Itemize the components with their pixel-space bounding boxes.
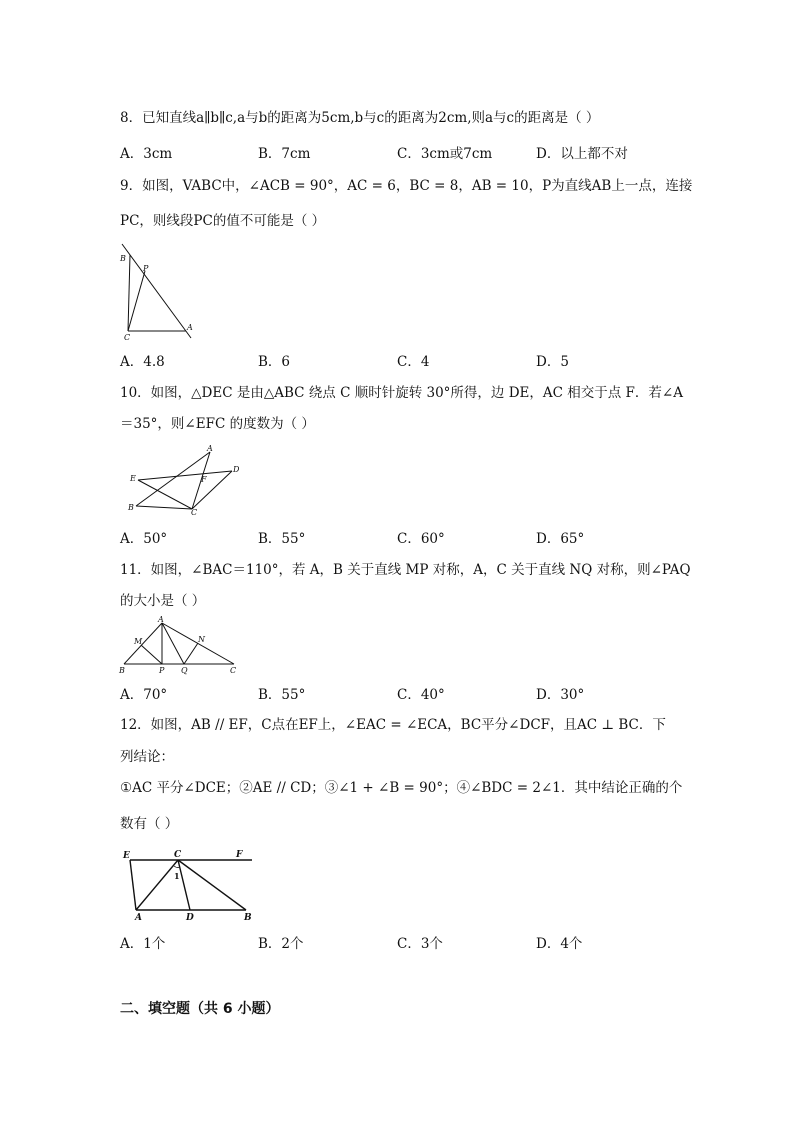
q11-option-b: B．55° [258,687,306,703]
q10-label-a: A [207,444,213,453]
q9-label-a: A [187,323,193,332]
q10-option-b: B．55° [258,531,306,547]
q12-option-a: A．1个 [120,936,166,952]
q8-option-d: D．以上都不对 [536,146,628,162]
q12-option-c: C．3个 [397,936,443,952]
q11-label-a: A [158,615,164,624]
q12-stem-line3: ①AC 平分∠DCE；②AE // CD；③∠1 + ∠B = 90°；④∠BDC = 2∠1．其中结论正确的个 [120,780,683,796]
q12-label-d: D [186,913,194,923]
q10-figure [118,444,246,516]
q8-option-b: B．7cm [258,146,311,162]
q10-option-d: D．65° [536,531,585,547]
q11-stem-line1: 11．如图，∠BAC＝110°，若 A，B 关于直线 MP 对称，A，C 关于直线 NQ 对称，则∠PAQ [120,562,691,578]
q11-stem-line2: 的大小是（ ） [120,593,206,609]
q12-option-d: D．4个 [536,936,583,952]
q11-label-n: N [198,635,205,644]
section-heading-fill-in: 二、填空题（共 6 小题） [120,1001,280,1017]
q11-figure [116,615,242,677]
q12-stem-line1: 12．如图，AB // EF，C点在EF上，∠EAC = ∠ECA，BC平分∠DCF，且AC ⊥ BC．下 [120,717,666,733]
q10-stem-line1: 10．如图，△DEC 是由△ABC 绕点 C 顺时针旋转 30°所得，边 DE，AC 相交于点 F．若∠A [120,385,683,401]
q10-option-c: C．60° [397,531,445,547]
q8-stem: 8．已知直线a∥b∥c,a与b的距离为5cm,b与c的距离为2cm,则a与c的距离是（ ） [120,110,600,126]
q12-label-e: E [123,851,130,861]
q9-option-c: C．4 [397,354,430,370]
q11-option-a: A．70° [120,687,168,703]
q10-stem-line2: ＝35°，则∠EFC 的度数为（ ） [120,416,315,432]
q10-label-e: E [130,474,136,483]
q8-option-a: A．3cm [120,146,173,162]
q9-figure [114,240,198,344]
q11-label-q: Q [181,666,188,675]
q12-option-b: B．2个 [258,936,304,952]
q10-option-a: A．50° [120,531,168,547]
q9-label-p: P [143,264,149,273]
q9-option-a: A．4.8 [120,354,165,370]
q11-option-c: C．40° [397,687,445,703]
q10-label-f: F [201,475,207,484]
q12-label-f: F [236,850,243,860]
q11-label-c: C [230,666,237,675]
q11-option-d: D．30° [536,687,585,703]
q12-label-angle-1: 1 [174,871,180,881]
q10-label-b: B [128,503,134,512]
q11-label-m: M [134,637,143,646]
q9-label-b: B [120,254,126,263]
q9-option-d: D．5 [536,354,569,370]
q9-stem-line1: 9．如图，VABC中，∠ACB = 90°，AC = 6，BC = 8，AB = 10，P为直线AB上一点，连接 [120,178,693,194]
q12-label-c: C [174,850,182,860]
q11-label-b: B [119,666,125,675]
q12-figure [118,844,264,924]
q10-label-d: D [233,465,240,474]
q12-label-b: B [244,913,252,923]
q12-stem-line2: 列结论： [120,749,174,765]
q9-option-b: B．6 [258,354,291,370]
q8-option-c: C．3cm或7cm [397,146,493,162]
q11-label-p: P [159,666,165,675]
q10-label-c: C [191,508,198,516]
q9-label-c: C [124,333,131,342]
q12-label-a: A [135,913,142,923]
q9-stem-line2: PC，则线段PC的值不可能是（ ） [120,213,326,229]
q12-stem-line4: 数有（ ） [120,816,179,832]
